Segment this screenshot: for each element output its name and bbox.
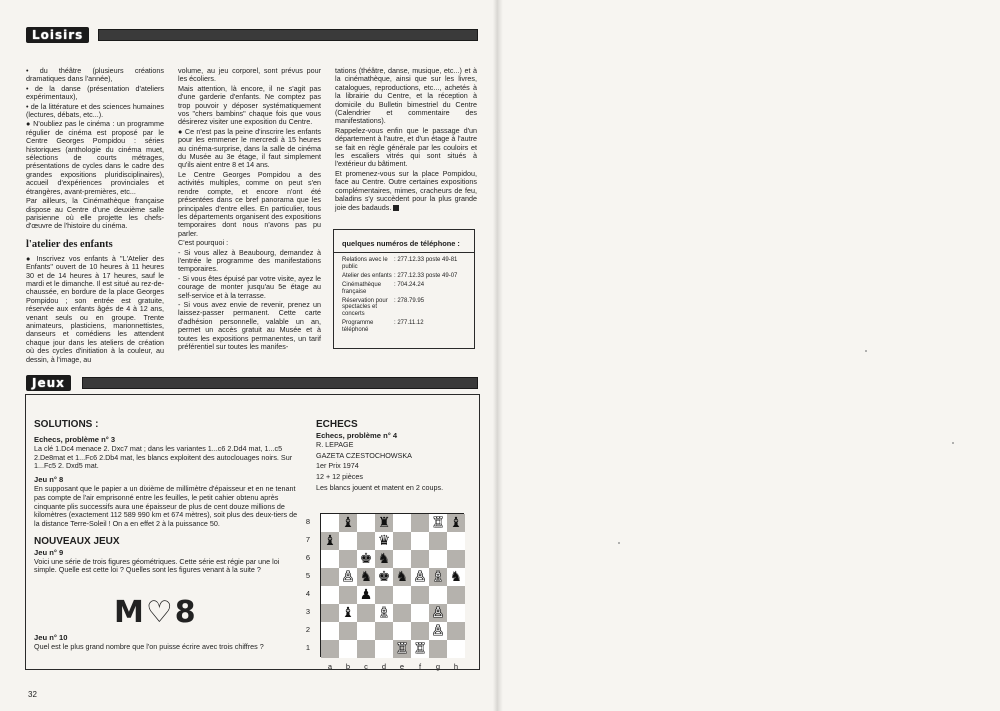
paragraph: Le Centre Georges Pompidou a des activités multiples, comme on peut s'en rendre compte, et encore n'ont été présentées dans ce bref panorama que les principales d'entre elles. En particulier, tous les départements organisent des expositions temporaires dont nous n'avons pas pu parler. xyxy=(178,169,321,238)
chess-piece-icon: ♞ xyxy=(377,551,391,567)
board-square xyxy=(447,514,465,532)
phone-number: : 704.24.24 xyxy=(394,281,425,288)
board-square xyxy=(357,514,375,532)
rank-label: 7 xyxy=(305,535,311,544)
board-square xyxy=(447,640,465,658)
board-square xyxy=(429,532,447,550)
chess-piece-icon: ♞ xyxy=(359,569,373,585)
board-square xyxy=(429,514,447,532)
problem-title: Jeu n° 8 xyxy=(34,475,64,485)
paragraph: - Si vous êtes épuisé par votre visite, ayez le courage de monter jusqu'au 5e étage au self-service et à la terrasse. xyxy=(178,273,321,300)
phone-number: : 277.12.33 poste 49-81 xyxy=(394,257,458,263)
rank-label: 5 xyxy=(305,571,311,580)
chess-piece-icon: ♖ xyxy=(413,641,427,657)
board-square xyxy=(321,568,339,586)
paragraph: Voici une série de trois figures géométriques. Cette série est régie par une loi simple. Quelle est cette loi ? Quelles sont les figures venant à la suite ? xyxy=(34,556,280,575)
paper-speck xyxy=(865,350,867,352)
chess-piece-icon: ♝ xyxy=(449,515,463,531)
file-label: f xyxy=(418,662,422,671)
board-square xyxy=(321,550,339,568)
paragraph: • du théâtre (plusieurs créations dramatiques dans l'année), xyxy=(26,66,164,84)
file-label: b xyxy=(345,662,351,671)
phone-number: : 278.79.95 xyxy=(394,297,425,304)
chess-piece-icon: ♝ xyxy=(341,605,355,621)
board-square xyxy=(375,550,393,568)
paragraph: Quel est le plus grand nombre que l'on puisse écrire avec trois chiffres ? xyxy=(34,642,264,651)
board-square xyxy=(447,586,465,604)
board-square xyxy=(339,568,357,586)
section-rule xyxy=(98,29,478,41)
paragraph: Par ailleurs, la Cinémathèque française dispose au Centre d'une deuxième salle parisienne où elle projette les chefs-d'œuvre de l'histoire du cinéma. xyxy=(26,196,164,231)
board-square xyxy=(393,568,411,586)
paragraph: • de la danse (présentation d'ateliers expérimentaux), xyxy=(26,83,164,102)
board-square xyxy=(411,604,429,622)
piece-count: 12 + 12 pièces xyxy=(316,472,363,482)
paragraph: volume, au jeu corporel, sont prévus pour les écoliers. xyxy=(178,66,321,84)
board-square xyxy=(321,604,339,622)
phone-label: Atelier des enfants xyxy=(342,272,392,279)
phone-number: : 277.11.12 xyxy=(394,320,424,327)
board-square xyxy=(339,604,357,622)
board-square xyxy=(321,622,339,640)
rank-label: 6 xyxy=(305,553,311,562)
board-square xyxy=(339,622,357,640)
phone-row xyxy=(342,298,472,318)
paragraph-text: Et promenez-vous sur la place Pompidou, face au Centre. Outre certaines expositions complémentaires, mimes, cracheurs de feu, baladins s'y succèdent pour la plus grande joie des badauds. xyxy=(335,168,477,212)
chess-piece-icon: ♚ xyxy=(377,569,391,585)
file-label: c xyxy=(364,662,368,671)
board-square xyxy=(357,550,375,568)
phone-label: Réservation pour spectacles et concerts xyxy=(342,297,388,317)
problem-title: Jeu n° 9 xyxy=(34,547,64,557)
phone-row xyxy=(342,273,472,280)
paragraph: - Si vous avez envie de revenir, prenez un laissez-passer permanent. Cette carte d'adhésion personnelle, valable un an, permet un accès gratuit au Musée et à toutes les expositions permanentes, un tarif préférentiel sur toutes les manifes- xyxy=(178,299,321,351)
rank-label: 8 xyxy=(305,517,311,526)
solutions-column xyxy=(34,418,300,577)
text-column-1 xyxy=(26,67,164,365)
chess-piece-icon: ♝ xyxy=(323,533,337,549)
board-square xyxy=(429,586,447,604)
board-square xyxy=(447,622,465,640)
chess-piece-icon: ♙ xyxy=(431,623,445,639)
phone-row xyxy=(342,282,472,295)
board-square xyxy=(447,568,465,586)
board-square xyxy=(375,604,393,622)
board-square xyxy=(411,622,429,640)
board-square xyxy=(429,604,447,622)
board-square xyxy=(393,604,411,622)
chess-piece-icon: ♜ xyxy=(377,515,391,531)
board-square xyxy=(321,586,339,604)
paragraph: C'est pourquoi : xyxy=(178,238,229,248)
rank-label: 3 xyxy=(305,607,311,616)
board-square xyxy=(429,550,447,568)
board-square xyxy=(339,532,357,550)
chess-piece-icon: ♝ xyxy=(341,515,355,531)
board-square xyxy=(375,622,393,640)
solutions-title: SOLUTIONS : xyxy=(34,419,99,430)
board-square xyxy=(447,532,465,550)
chess-piece-icon: ♙ xyxy=(341,569,355,585)
board-square xyxy=(321,514,339,532)
board-square xyxy=(411,514,429,532)
chess-piece-icon: ♗ xyxy=(431,569,445,585)
section-tab-loisirs: Loisirs xyxy=(26,27,89,43)
paragraph: - Si vous allez à Beaubourg, demandez à l'entrée le programme des manifestations temporaires. xyxy=(178,247,321,274)
board-square xyxy=(357,532,375,550)
board-square xyxy=(447,604,465,622)
chess-piece-icon: ♞ xyxy=(395,569,409,585)
phone-label: Relations avec le public xyxy=(342,257,388,270)
board-square xyxy=(375,532,393,550)
paragraph: tations (théâtre, danse, musique, etc...) et à la cinémathèque, ainsi que sur les livres, catalogues, reproductions, etc..., achetés à la librairie du Centre, et la réception à domicile du Bulletin bimestriel du Centre (Calendrier et commentaire des manifestations). xyxy=(335,66,477,126)
paragraph: Mais attention, là encore, il ne s'agit pas d'une garderie d'enfants. Ne comptez pas trop pouvoir y déposer systématiquement vos "chers bambins" chaque fois que vous désirerez visiter une exposition du Centre. xyxy=(178,83,321,127)
paragraph: • de la littérature et des sciences humaines (lectures, débats, etc...). xyxy=(26,101,164,120)
board-square xyxy=(393,586,411,604)
new-games-title: NOUVEAUX JEUX xyxy=(34,535,120,547)
paper-speck xyxy=(618,542,620,544)
text-column-2 xyxy=(178,67,321,352)
problem-title: Echecs, problème n° 3 xyxy=(34,435,116,444)
board-square xyxy=(411,586,429,604)
author: R. LEPAGE xyxy=(316,440,354,449)
board-square xyxy=(429,622,447,640)
phone-row xyxy=(342,320,472,333)
board-square xyxy=(393,550,411,568)
divider xyxy=(334,252,474,253)
jeu10-block xyxy=(34,633,300,654)
board-square xyxy=(393,622,411,640)
chess-piece-icon: ♙ xyxy=(413,569,427,585)
file-label: d xyxy=(381,662,387,671)
rank-label: 1 xyxy=(305,643,311,652)
board-square xyxy=(411,640,429,658)
text-column-3 xyxy=(335,67,477,213)
board-square xyxy=(339,640,357,658)
chess-piece-icon: ♚ xyxy=(359,551,373,567)
board-square xyxy=(393,532,411,550)
right-page xyxy=(497,0,1000,711)
paragraph: La clé 1.Dc4 menace 2. Dxc7 mat ; dans les variantes 1...c6 2.Dd4 mat, 1...c5 2.De8mat et 1...Fc6 2.Db4 mat, les blancs exploitent des autoclouages noirs. Sur 1...Fc5 2. Dxd5 mat. xyxy=(34,444,293,471)
phone-number: : 277.12.33 poste 49-07 xyxy=(394,272,458,279)
board-square xyxy=(447,550,465,568)
page-gutter xyxy=(493,0,503,711)
chess-piece-icon: ♛ xyxy=(377,533,391,549)
board-square xyxy=(339,586,357,604)
chess-title: ECHECS xyxy=(316,419,358,430)
board-square xyxy=(357,640,375,658)
rank-label: 4 xyxy=(305,589,311,598)
paragraph: ● Ce n'est pas la peine d'inscrire les enfants pour les emmener le mercredi à 15 heures au cinéma-surprise, dans la salle de cinéma du Musée au 3e étage, il faut simplement qu'ils aient entre 8 et 14 ans. xyxy=(178,126,321,170)
board-square xyxy=(339,514,357,532)
file-label: a xyxy=(327,662,333,671)
board-square xyxy=(375,586,393,604)
phone-label: Cinémathèque française xyxy=(342,281,382,295)
file-label: g xyxy=(435,662,441,671)
chess-piece-icon: ♞ xyxy=(449,569,463,585)
phone-row xyxy=(342,257,472,270)
page-number: 32 xyxy=(28,690,37,699)
phone-numbers-box xyxy=(333,229,475,349)
paragraph: ● N'oubliez pas le cinéma : un programme régulier de cinéma est proposé par le Centre Georges Pompidou : séries historiques (anthologie du cinéma muet, sélections de courts métrages, présentations de cycles dans le cadre des grandes expositions pluridisciplinaires), accueil d'expériences provinciales et étrangères, avant-premières, etc... xyxy=(26,119,164,196)
paragraph: En supposant que le papier a un dixième de millimètre d'épaisseur et en ne tenant pas compte de l'air emprisonné entre les feuilles, le petit cahier obtenu après cinquante plis successifs aura une épaisseur de plus de cent douze millions de kilomètres (exactement 112 589 990 km et 674 mètres), soit plus des deux-tiers de la distance Terre-Soleil ! On a en effet 2 à la puissance 50. xyxy=(34,484,298,528)
board-square xyxy=(357,604,375,622)
board-square xyxy=(411,532,429,550)
file-label: h xyxy=(453,662,459,671)
section-heading: l'atelier des enfants xyxy=(26,238,113,250)
chess-piece-icon: ♗ xyxy=(377,605,391,621)
board-square xyxy=(375,568,393,586)
board-square xyxy=(339,550,357,568)
geometric-figures: M♡8 xyxy=(114,595,198,630)
task: Les blancs jouent et matent en 2 coups. xyxy=(316,482,444,492)
section-rule xyxy=(82,377,478,389)
paragraph: ● Inscrivez vos enfants à "L'Atelier des Enfants" ouvert de 10 heures à 11 heures 30 et de 14 heures à 17 heures, sauf le mardi et le dimanche. Il est situé au rez-de-chaussée, en bordure de la place Georges Pompidou ; son entrée est gratuite, réservée aux enfants âgés de 4 à 12 ans, venant seuls ou en groupe. Trente animateurs, plasticiens, marionnettistes, danseurs et comédiens les attendent chaque jour dans les ateliers de création où des cycles d'initiation à la couleur, au dessin, à l'image, au xyxy=(26,253,164,364)
phone-list xyxy=(342,257,472,336)
prize: 1er Prix 1974 xyxy=(316,461,359,471)
board-square xyxy=(321,532,339,550)
board-square xyxy=(429,568,447,586)
problem-title: Jeu n° 10 xyxy=(34,633,68,642)
chess-piece-icon: ♖ xyxy=(395,641,409,657)
paper-speck xyxy=(952,442,954,444)
end-mark-icon xyxy=(393,205,399,211)
board-square xyxy=(429,640,447,658)
chess-piece-icon: ♖ xyxy=(431,515,445,531)
chess-board xyxy=(320,513,464,657)
phone-box-title: quelques numéros de téléphone : xyxy=(342,239,460,248)
section-tab-jeux: Jeux xyxy=(26,375,71,391)
paragraph: Rappelez-vous enfin que le passage d'un département à l'autre, et d'un étage à l'autre se fait en règle générale par les couloirs et les escaliers vitrés qui sont situés à l'extérieur du bâtiment. xyxy=(335,125,477,169)
board-square xyxy=(393,514,411,532)
source: GAZETA CZESTOCHOWSKA xyxy=(316,450,412,460)
board-square xyxy=(411,550,429,568)
chess-problem-column xyxy=(316,418,474,495)
board-square xyxy=(375,640,393,658)
board-square xyxy=(393,640,411,658)
phone-label: Programme téléphoné xyxy=(342,320,374,333)
file-label: e xyxy=(399,662,405,671)
board-square xyxy=(375,514,393,532)
chess-piece-icon: ♟ xyxy=(359,587,373,603)
paragraph xyxy=(335,170,477,212)
board-square xyxy=(357,568,375,586)
chess-piece-icon: ♙ xyxy=(431,605,445,621)
board-square xyxy=(411,568,429,586)
rank-label: 2 xyxy=(305,625,311,634)
problem-title: Echecs, problème n° 4 xyxy=(316,431,398,440)
board-square xyxy=(357,586,375,604)
board-square xyxy=(357,622,375,640)
board-square xyxy=(321,640,339,658)
